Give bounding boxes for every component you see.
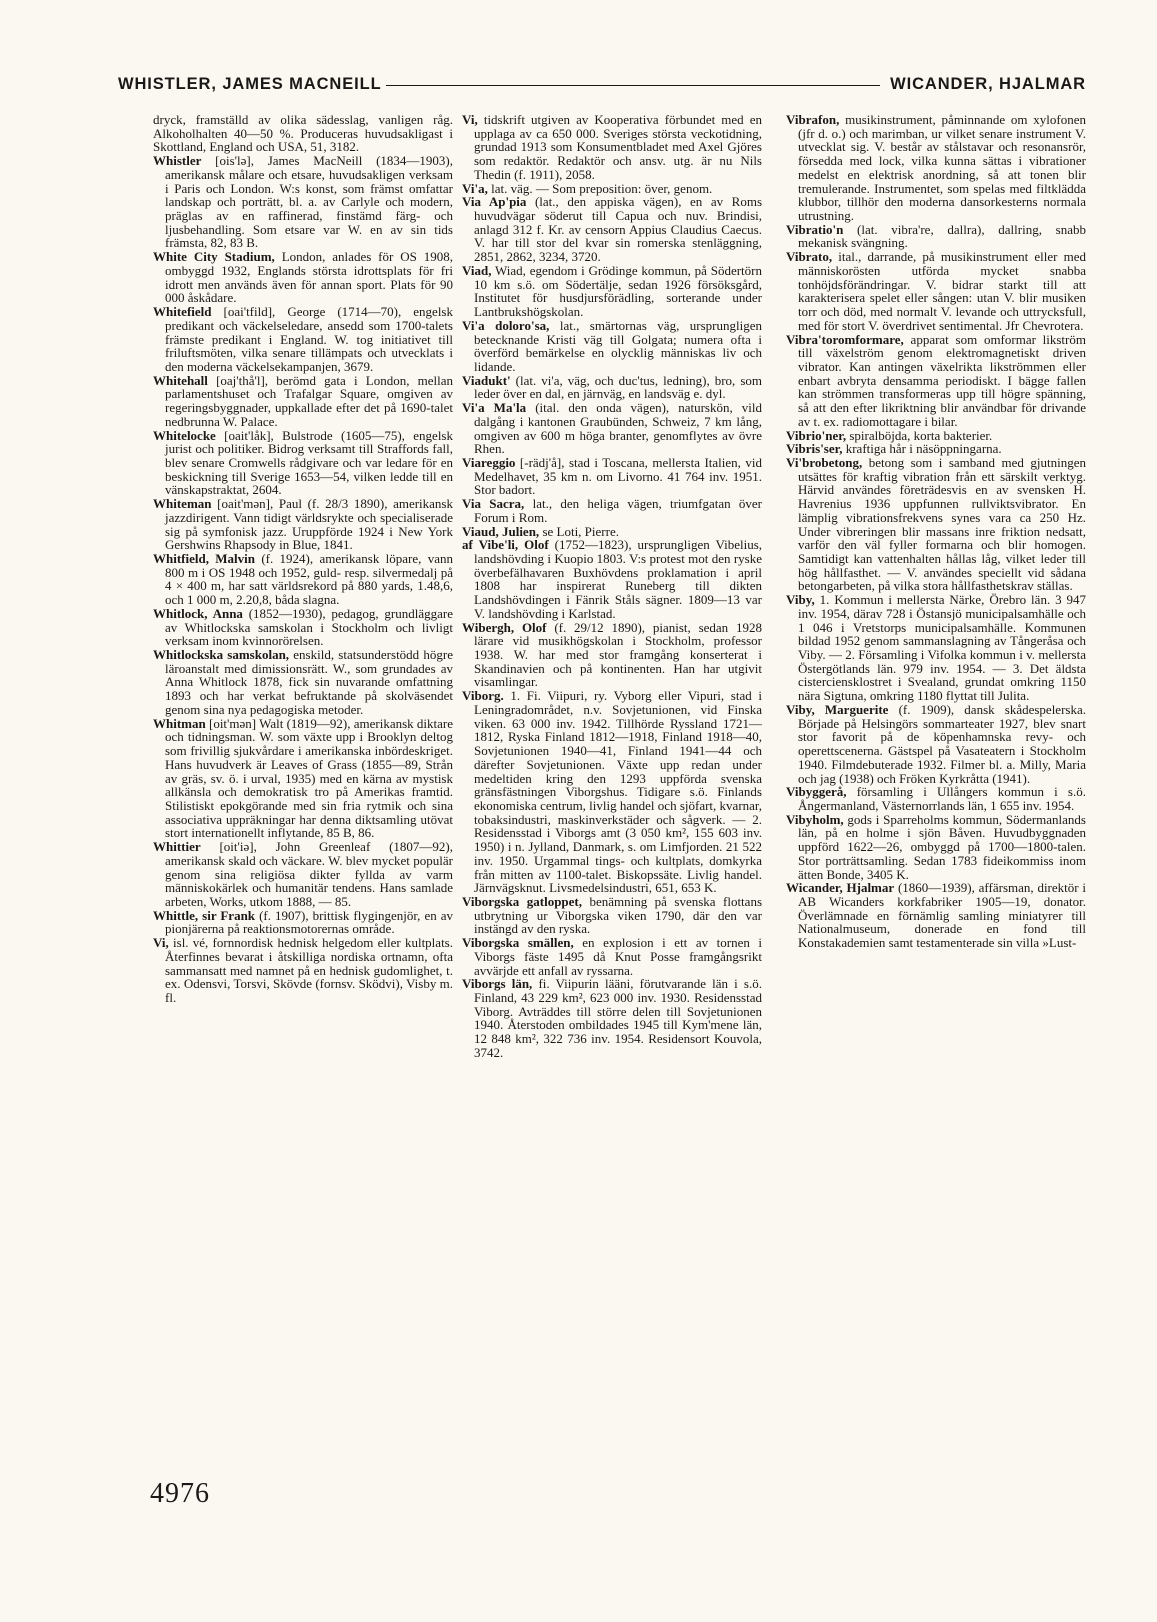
dictionary-entry	[462, 182, 762, 196]
text-column-3	[786, 113, 1086, 950]
entry-headword: Via Ap'pia	[462, 194, 527, 210]
entry-text: dryck, framställd av olika sädesslag, vanligen råg. Alkoholhalten 40—50 %. Produceras huvudsakligast i Skottland, England och USA, 51, 3182.	[153, 112, 453, 155]
entry-headword: Vibyggerå,	[786, 784, 847, 800]
entry-text: [oaj'thå'l], berömd gata i London, mellan parlamentshuset och Trafalgar Square, omgiven av regeringsbyggnader, uppkallade efter det på 1690-talet nedbrunna W. Palace.	[165, 372, 453, 429]
entry-headword: Vi'a Ma'la	[462, 400, 527, 416]
dictionary-entry	[153, 429, 453, 498]
entry-headword: Viad,	[462, 262, 492, 278]
dictionary-entry	[786, 429, 1086, 443]
header-rule	[386, 85, 881, 86]
entry-headword: Viby, Marguerite	[786, 701, 889, 717]
entry-headword: Viareggio	[462, 454, 516, 470]
entry-text: enskild, statsunderstödd högre läroanstalt med dimissionsrätt. W., som grundades av Anna Whitlock 1878, fick sin nuvarande omfattning 1893 och har verkat befruktande på skolväsendet genom sina nya pedagogiska metoder.	[165, 647, 453, 717]
header-left-guide-word: WHISTLER, JAMES MACNEILL	[118, 74, 382, 93]
entry-headword: Vi,	[462, 112, 478, 127]
dictionary-entry	[462, 401, 762, 456]
text-column-1	[153, 113, 453, 1005]
entry-text: 1. Fi. Viipuri, ry. Vyborg eller Vipuri, stad i Leningradområdet, n.v. Sovjetunionen, vid Finska viken. 63 000 inv. 1942. Tillhörde Ryssland 1721—1812, Ryska Finland 1812—1918, Finland 1918—40, Sovjetunionen 1940—41, Finland 1941—44 och därefter Sovjetunionen. Växte upp redan under medeltiden kring den 1293 uppförda svenska gränsfästningen Viborgshus. Tidigare s.ö. Finlands ekonomiska centrum, livlig handel och sjöfart, kvarnar, tobaksindustri, maskinverkstäder och sågverk. — 2. Residensstad i Viborgs amt (3 050 km², 155 603 inv. 1950) i n. Jylland, Danmark, s. om Limfjorden. 21 522 inv. 1950. Urgammal tings- och kultplats, domkyrka från mitten av 1100-talet. Biskopssäte. Livlig handel. Järnvägsknut. Livsmedelsindustri, 651, 653 K.	[474, 688, 762, 896]
dictionary-entry	[153, 305, 453, 374]
entry-text: (lat. vi'a, väg, och duc'tus, ledning), bro, som leder över en dal, en järnväg, en landsväg e. dyl.	[474, 372, 762, 402]
entry-headword: Vibratio'n	[786, 221, 844, 237]
entry-headword: Vi'a,	[462, 180, 488, 196]
dictionary-entry	[462, 936, 762, 977]
entry-headword: Whitfield, Malvin	[153, 551, 256, 566]
dictionary-entry	[153, 717, 453, 840]
dictionary-entry	[786, 250, 1086, 332]
entry-text: betong som i samband med gjutningen utsättes för kraftig vibration från ett särskilt verktyg. Härvid användes företrädesvis en av svensken H. Havrenius 1936 uppfunnen rullviktsvibrator. En lämplig vibrationsfrekvens synes vara ca 250 Hz. Under vibreringen blir massans inre friktion nedsatt, varför den väl fyller formarna och blir homogen. Samtidigt kan vattenhalten hållas låg, vilket leder till hög hållfasthet. — V. användes speciellt vid sådana betongarbeten, på vilka stora hållfasthetskrav ställas.	[798, 454, 1086, 594]
dictionary-entry	[462, 264, 762, 319]
dictionary-entry	[786, 113, 1086, 223]
text-column-2	[462, 113, 762, 1060]
entry-headword: Vibrato,	[786, 249, 833, 265]
entry-text: ital., darrande, på musikinstrument eller med människorösten utförda mycket snabba tonhöjdsförändringar. V. bidrar starkt till att karakterisera spelet eller sången: utan V. blir musiken torr och död, med normalt V. levande och uttrycksfull, med för stort V. överdrivet sentimental. Jfr Chevrotera.	[798, 249, 1086, 333]
dictionary-entry	[153, 250, 453, 305]
entry-text: (f. 1909), dansk skådespelerska. Började på Helsingörs sommarteater 1927, blev snart stor favorit på de köpenhamnska revy- och operettscenerna. Gästspel på Vasateatern i Stockholm 1940. Filmdebuterade 1932. Filmer bl. a. Milly, Maria och jag (1938) och Fröken Kyrkråtta (1941).	[798, 701, 1086, 786]
entry-headword: Viby,	[786, 592, 815, 608]
dictionary-entry	[462, 374, 762, 401]
entry-text: musikinstrument, påminnande om xylofonen (jfr d. o.) och marimban, ur vilket senare instrument V. utvecklat sig. V. består av stålstavar och resonansrör, försedda med lock, vilka kunna sättas i vibrationer medelst en elektrisk anordning, så att tonen blir tremulerande. Instrumentet, som spelas med filtklädda klubbor, tillhör den moderna dansorkesterns normala utrustning.	[798, 112, 1086, 224]
dictionary-entry	[153, 648, 453, 717]
dictionary-entry	[153, 374, 453, 429]
entry-text: lat., den heliga vägen, triumfgatan över Forum i Rom.	[474, 496, 762, 525]
dictionary-entry	[786, 456, 1086, 593]
entry-headword: Via Sacra,	[462, 496, 525, 512]
entry-text: (f. 1924), amerikansk löpare, vann 800 m i OS 1948 och 1952, guld- resp. silvermedalj på 4 × 400 m, har satt världsrekord på 880 yards, 1.48,6, och 1 000 m, 2.20,8, båda slagna.	[165, 551, 453, 608]
entry-headword: Viborg.	[462, 688, 504, 704]
entry-text: [oai'tfild], George (1714—70), engelsk predikant och väckelseledare, ansedd som 1700-talets främste predikant i England. W. tog initiativet till friluftsmöten, vilka senare tillämpats och utvecklats i den moderna väckelsekampanjen, 3679.	[165, 304, 453, 374]
entry-headword: White City Stadium,	[153, 249, 275, 265]
entry-headword: Wibergh, Olof	[462, 619, 547, 635]
entry-text: lat. väg. — Som preposition: över, genom.	[487, 180, 713, 196]
entry-headword: Whitefield	[153, 304, 212, 320]
entry-headword: Wicander, Hjalmar	[786, 880, 895, 896]
entry-headword: Vibyholm,	[786, 811, 844, 827]
dictionary-entry	[462, 689, 762, 895]
entry-headword: Whitlock, Anna	[153, 605, 243, 621]
entry-text: en explosion i ett av tornen i Viborgs fäste 1495 då Knut Posse framgångsrikt avvärjde ett anfall av ryssarna.	[474, 935, 762, 978]
entry-headword: Whitman	[153, 715, 206, 731]
entry-headword: Whitelocke	[153, 427, 216, 443]
entry-headword: Whittle, sir Frank	[153, 907, 256, 923]
entry-headword: Vibra'toromformare,	[786, 331, 904, 347]
entry-headword: Whitehall	[153, 372, 208, 388]
header-right-guide-word: WICANDER, HJALMAR	[890, 74, 1086, 93]
dictionary-entry	[462, 977, 762, 1059]
entry-headword: Viborgska smällen,	[462, 935, 574, 951]
entry-text: se Loti, Pierre.	[539, 523, 619, 539]
entry-text: benämning på svenska flottans utbrytning ur Viborgska viken 1790, där den var instängd av den ryska.	[474, 893, 763, 937]
dictionary-entry	[462, 113, 762, 182]
entry-text: (ital. den onda vägen), naturskön, vild dalgång i kantonen Graubünden, Schweiz, 7 km lång, omgiven av 600 m höga branter, genomflytes av övre Rhen.	[474, 400, 763, 457]
entry-text: [-rädj'å], stad i Toscana, mellersta Italien, vid Medelhavet, 35 km n. om Livorno. 41 764 inv. 1951. Stor badort.	[474, 454, 762, 498]
dictionary-entry	[153, 154, 453, 250]
dictionary-entry	[153, 497, 453, 552]
entry-text: [oit'mən] Walt (1819—92), amerikansk diktare och tidningsman. W. som växte upp i Brooklyn deltog som frivillig sjukvårdare i amerikanska inbördeskriget. Hans huvudverk är Leaves of Grass (1855—89, Strån av gräs, sv. ö. i urval, 1935) med en kärna av mystisk allkänsla och demokratisk tro på Amerikas framtid. Stilistiskt epokgörande med sin fria rytmik och sina associativa uppräkningar har denna diktsamling utövat stort internationellt inflytande, 85 B, 86.	[165, 715, 454, 841]
dictionary-entry	[462, 525, 762, 539]
entry-text: gods i Sparreholms kommun, Södermanlands län, på en holme i sjön Båven. Huvudbyggnaden uppförd 1622—26, ombyggd på 1700—1800-talen. Stor porträttsamling. Sedan 1783 fideikommiss inom ätten Bonde, 3405 K.	[798, 811, 1086, 882]
entry-text: isl. vé, fornnordisk hednisk helgedom eller kultplats. Återfinnes bevarat i åtskilliga nordiska ortnamn, ofta sammansatt med namnet på en hednisk gudomlighet, t. ex. Odensvi, Torsvi, Skövde (fornsv. Sködvi), Visby m. fl.	[165, 935, 453, 1005]
dictionary-entry	[153, 840, 453, 909]
dictionary-entry	[153, 909, 453, 936]
entry-headword: Viadukt'	[462, 372, 511, 388]
entry-headword: Whitlockska samskolan,	[153, 647, 290, 663]
running-header	[118, 72, 1086, 96]
page-number: 4976	[150, 1478, 210, 1509]
dictionary-entry	[786, 813, 1086, 882]
dictionary-entry	[462, 895, 762, 936]
entry-headword: Viaud, Julien,	[462, 523, 540, 539]
entry-text: (lat. vibra're, dallra), dallring, snabb mekanisk svängning.	[798, 221, 1086, 251]
dictionary-entry	[462, 497, 762, 524]
dictionary-entry	[786, 442, 1086, 456]
dictionary-entry	[462, 538, 762, 620]
entry-headword: Vi'brobetong,	[786, 454, 863, 470]
entry-headword: Whittier	[153, 839, 201, 855]
entry-headword: Vibrio'ner,	[786, 427, 847, 443]
entry-text: (f. 29/12 1890), pianist, sedan 1928 lärare vid musikhögskolan i Stockholm, professor 1938. W. har med stor framgång konserterat i Skandinavien och på kontinenten. Han har utgivit visamlingar.	[474, 619, 762, 690]
entry-text: 1. Kommun i mellersta Närke, Örebro län. 3 947 inv. 1954, därav 728 i Östansjö municipalsamhälle och 1 046 i Vretstorps municipalsamhälle. Kommunen bildad 1952 genom sammanslagning av Tångeråsa och Viby. — 2. Församling i Vifolka kommun i v. mellersta Östergötlands län. 979 inv. 1954. — 3. Det äldsta cisterciensklostret i Svealand, grundat omkring 1150 nära Sigtuna, omkring 1180 flyttat till Julita.	[798, 592, 1086, 704]
dictionary-entry	[786, 703, 1086, 785]
entry-text: (1752—1823), ursprungligen Vibelius, landshövding i Kuopio 1803. V:s protest mot den ryske överbefälhavaren Buxhövdens proklamation i april 1808 har inspirerat Runeberg till dikten Landshövdingen i Fänrik Ståls sägner. 1809—13 var V. landshövding i Karlstad.	[474, 537, 762, 621]
dictionary-entry	[786, 593, 1086, 703]
entry-headword: Whistler	[153, 153, 202, 169]
entry-text: församling i Ullångers kommun i s.ö. Ångermanland, Västernorrlands län, 1 655 inv. 1954.	[798, 784, 1086, 813]
dictionary-entry	[153, 552, 453, 607]
entry-text: (1852—1930), pedagog, grundläggare av Whitlockska samskolan i Stockholm och livligt verksam inom kvinnorörelsen.	[165, 605, 454, 649]
entry-text: [oait'låk], Bulstrode (1605—75), engelsk jurist och politiker. Bidrog verksamt till Straffords fall, blev senare Cromwells rådgivare och var ledare för en beskickning till Sverige 1653—54, vilken ledde till en vänskapstraktat, 2604.	[165, 427, 453, 498]
entry-text: spiralböjda, korta bakterier.	[846, 427, 993, 443]
dictionary-entry	[786, 785, 1086, 812]
entry-text: tidskrift utgiven av Kooperativa förbundet med en upplaga av ca 650 000. Sveriges största veckotidning, grundad 1913 som Konsumentbladet med Axel Gjöres som redaktör. Redaktör och ansv. utg. är nu Nils Thedin (f. 1911), 2058.	[474, 112, 762, 182]
entry-text: [oait'mən], Paul (f. 28/3 1890), amerikansk jazzdirigent. Vann tidigt världsrykte och specialiserade sig på symfonisk jazz. Uruppförde 1924 i New York Gershwins Rhapsody in Blue, 1841.	[165, 496, 453, 553]
entry-headword: Vibrafon,	[786, 112, 840, 127]
dictionary-entry	[462, 621, 762, 690]
entry-text: [ois'lə], James MacNeill (1834—1903), amerikansk målare och etsare, huvudsakligen verksam i Paris och London. W:s konst, som främst omfattar landskap och porträtt, bl. a. av Carlyle och modern, präglas av en raffinerad, finstämd färg- och ljusbehandling. Som etsare var W. en av sin tids främsta, 82, 83 B.	[165, 153, 453, 251]
entry-headword: af Vibe'li, Olof	[462, 537, 549, 553]
entry-text: Wiad, egendom i Grödinge kommun, på Södertörn 10 km s.ö. om Södertälje, sedan 1926 försöksgård, Institutet för husdjursförädling, sorterande under Lantbrukshögskolan.	[474, 262, 762, 320]
dictionary-entry	[786, 223, 1086, 250]
entry-text: lat., smärtornas väg, ursprungligen betecknande Kristi väg till Golgata; numera ofta i överförd bemärkelse en olycklig människas liv och lidande.	[474, 317, 762, 374]
dictionary-entry	[786, 881, 1086, 950]
entry-text: fi. Viipurin lääni, förutvarande län i s.ö. Finland, 43 229 km², 623 000 inv. 1930. Residensstad Viborg. Avträddes till större delen till Sovjetunionen 1940. Återstoden ombildades 1945 till Kym'mene län, 12 848 km², 322 736 inv. 1954. Residensort Kouvola, 3742.	[474, 976, 762, 1060]
dictionary-entry	[462, 319, 762, 374]
dictionary-entry	[153, 607, 453, 648]
entry-headword: Viborgska gatloppet,	[462, 893, 583, 909]
dictionary-entry	[153, 936, 453, 1005]
entry-text: (1860—1939), affärsman, direktör i AB Wicanders korkfabriker 1905—19, donator. Överlämnade en förnämlig samling miniatyrer till Nationalmuseum, donerade en fond till Konstakademien samt testamenterade sin villa »Lust-	[798, 880, 1086, 951]
entry-headword: Vi'a doloro'sa,	[462, 317, 550, 333]
entry-headword: Vibris'ser,	[786, 441, 843, 457]
entry-text: (f. 1907), brittisk flygingenjör, en av pionjärerna på reaktionsmotorernas område.	[165, 907, 453, 937]
entry-headword: Vi,	[153, 935, 169, 951]
entry-text: kraftiga hår i näsöppningarna.	[842, 441, 1002, 457]
entry-headword: Whiteman	[153, 496, 212, 512]
dictionary-entry	[462, 195, 762, 264]
entry-text: London, anlades för OS 1908, ombyggd 1932, Englands största idrottsplats för fri idrott men används även för annan sport. Plats för 90 000 åskådare.	[165, 249, 454, 306]
entry-text: [oit'iə], John Greenleaf (1807—92), amerikansk skald och väckare. W. blev mycket populär genom sina religiösa dikter fyllda av varm människokärlek och humanitär tendens. Hans samlade arbeten, Works, utkom 1888, — 85.	[165, 839, 453, 909]
entry-headword: Viborgs län,	[462, 976, 533, 992]
dictionary-entry	[462, 456, 762, 497]
entry-text: (lat., den appiska vägen), en av Roms huvudvägar söderut till Capua och nuv. Brindisi, anlagd 312 f. Kr. av censorn Appius Claudius Caecus. V. har till stor del kvar sin romerska stenläggning, 2851, 2862, 3234, 3720.	[474, 194, 762, 265]
entry-text: apparat som omformar likström till växelström genom elektromagnetiskt driven vibrator. Kan antingen växelrikta likströmmen eller enbart avbryta densamma periodiskt. I bägge fallen kan strömmen transformeras upp till högre spänning, så att den efter likriktning blir användbar för drivande av t. ex. radiomottagare i bilar.	[798, 331, 1086, 429]
dictionary-entry	[786, 333, 1086, 429]
dictionary-entry	[153, 113, 453, 154]
